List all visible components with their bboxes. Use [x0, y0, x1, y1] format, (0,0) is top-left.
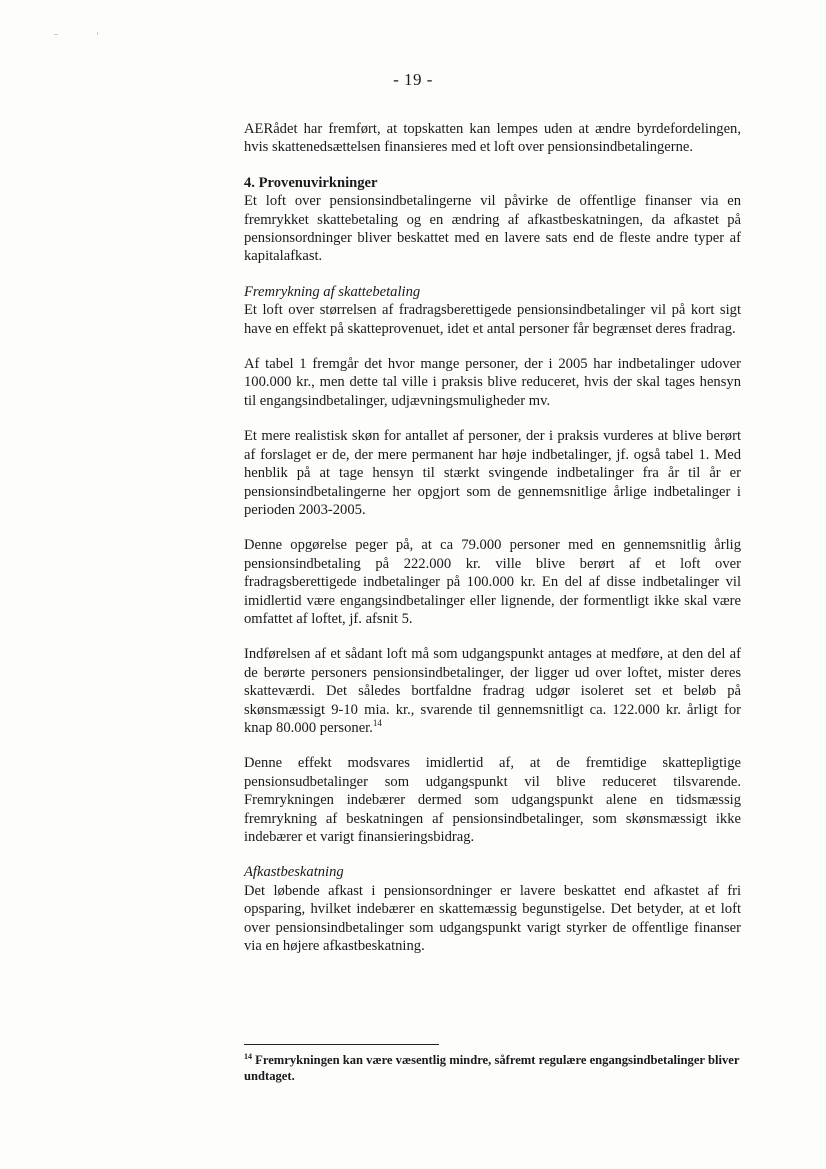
section-heading: 4. Provenuvirkninger — [244, 174, 378, 191]
footnote-reference[interactable]: 14 — [372, 717, 382, 728]
paragraph-aeraadet: AERådet har fremført, at topskatten kan lempes uden at ændre byrdefordelingen, hvis skattenedsættelsen finansieres med et loft over pensionsindbetalingerne. — [244, 121, 741, 156]
paragraph-opgoerelse: Denne opgørelse peger på, at ca 79.000 personer med en gennemsnitlig årlig pensionsindbetaling på 222.000 kr. ville blive berørt af et loft over fradragsberettigede indbetalinger på 100.000 kr. En del af disse indbetalinger vil imidlertid være engangsindbetalinger eller lignende, der formentligt ikke skal være omfattet af loftet, jf. afsnit 5. — [244, 537, 741, 627]
body-text — [244, 120, 741, 972]
scan-speck — [54, 34, 58, 35]
paragraph-indfoerelse — [244, 645, 741, 737]
subheading-afkastbeskatning: Afkastbeskatning — [244, 864, 344, 881]
paragraph-skoen: Et mere realistisk skøn for antallet af personer, der i praksis vurderes at blive berørt af forslaget er de, der mere permanent har høje indbetalinger, jf. også tabel 1. Med henblik på at tage hensyn til stærkt svingende indbetalinger fra år til år er pensionsindbetalingerne her opgjort som de gennemsnitlige årlige indbetalinger i perioden 2003-2005. — [244, 428, 741, 518]
paragraph-loft-effekt: Et loft over størrelsen af fradragsberettigede pensionsindbetalinger vil på kort sigt have en effekt på skatteprovenuet, idet et antal personer får begrænset deres fradrag. — [244, 302, 741, 337]
paragraph-intro: Et loft over pensionsindbetalingerne vil påvirke de offentlige finanser via en fremrykket skattebetaling og en ændring af afkastbeskatningen, da afkastet på pensionsordninger bliver beskattet med en lavere sats end de fleste andre typer af kapitalafkast. — [244, 193, 741, 265]
subheading-fremrykning: Fremrykning af skattebetaling — [244, 283, 421, 300]
paragraph-indfoerelse-text: Indførelsen af et sådant loft må som udgangspunkt antages at medføre, at den del af de berørte personers pensionsindbetalinger, der ligger ud over loftet, mister deres skatteværdi. Det således bortfaldne fradrag udgør isoleret set et beløb på skønsmæssigt 9-10 mia. kr., svarende til gennemsnitligt ca. 122.000 kr. årligt for knap 80.000 personer. — [244, 646, 741, 736]
footnote-text: Fremrykningen kan være væsentlig mindre, såfremt regulære engangsindbetalinger bliver undtaget. — [244, 1053, 740, 1083]
page-number: - 19 - — [393, 70, 433, 89]
paragraph-afkast: Det løbende afkast i pensionsordninger er lavere beskattet end afkastet af fri opsparing, hvilket indebærer en skattemæssig begunstigelse. Det betyder, at et loft over pensionsindbetalinger som udgangspunkt varigt styrker de offentlige finanser via en højere afkastbeskatning. — [244, 882, 741, 955]
scan-speck — [97, 32, 98, 35]
paragraph-modsvares: Denne effekt modsvares imidlertid af, at de fremtidige skattepligtige pensionsudbetalinger som udgangspunkt vil blive reduceret tilsvarende. Fremrykningen indebærer dermed som udgangspunkt alene en tidsmæssig fremrykning af beskatningen af pensionsindbetalinger, som skønsmæssigt ikke indebærer et varigt finansieringsbidrag. — [244, 755, 741, 845]
footnote-divider — [244, 1044, 439, 1045]
footnote-number: 14 — [244, 1052, 252, 1061]
footnote — [244, 1052, 744, 1084]
paragraph-tabel-1: Af tabel 1 fremgår det hvor mange personer, der i 2005 har indbetalinger udover 100.000 kr., men dette tal ville i praksis blive reduceret, hvis der skal tages hensyn til engangsindbetalinger, udjævningsmuligheder mv. — [244, 356, 741, 409]
